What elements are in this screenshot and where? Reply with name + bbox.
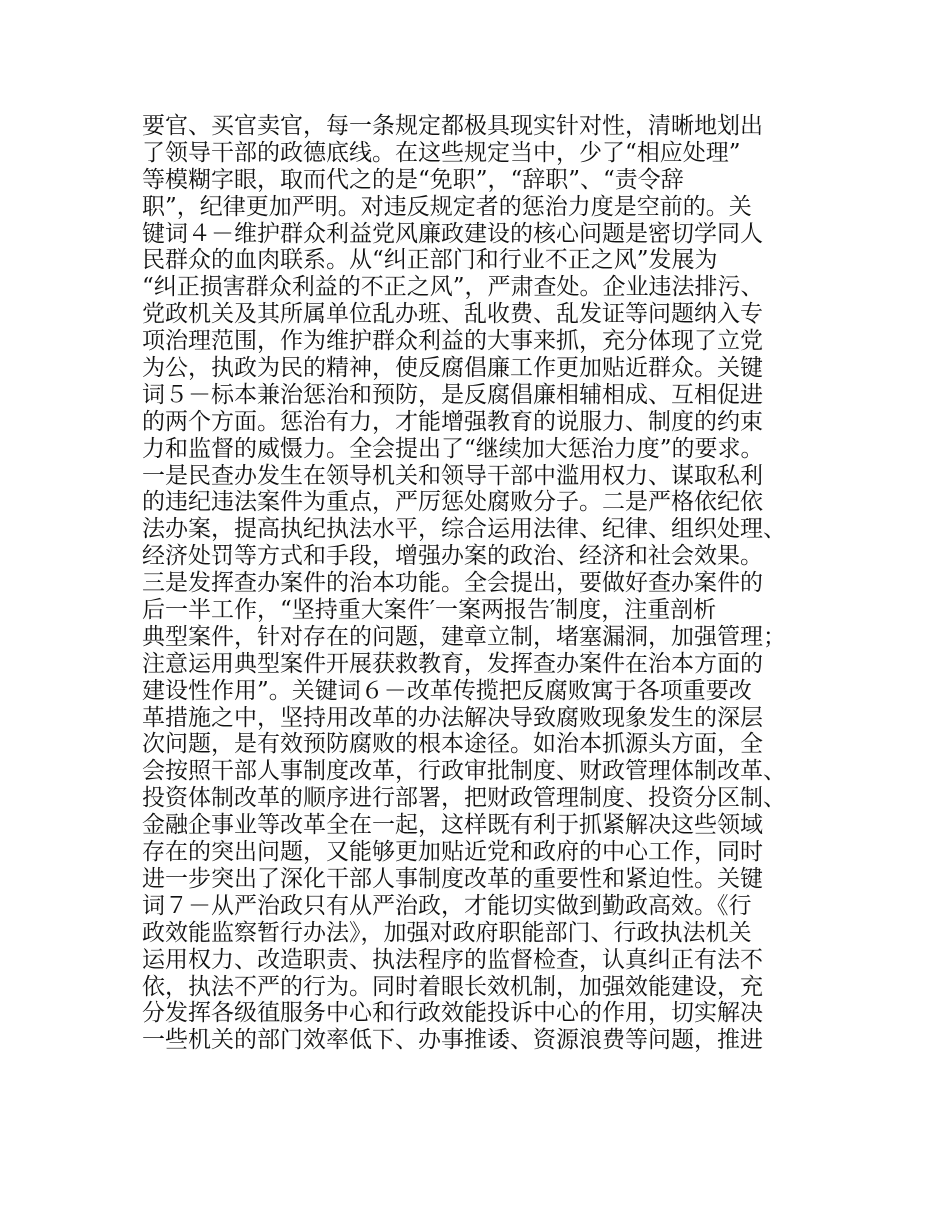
text-line: 为公，执政为民的精神，使反腐倡廉工作更加贴近群众。关键 (142, 355, 763, 382)
text-line: 的两个方面。惩治有力，才能增强教育的说服力、制度的约束 (142, 408, 763, 435)
text-line: 经济处罚等方式和手段，增强办案的政治、经济和社会效果。 (142, 543, 763, 570)
text-line: 金融企事业等改革全在一起，这样既有利于抓紧解决这些领域 (142, 812, 763, 839)
text-line: 词７－从严治政只有从严治政，才能切实做到勤政高效。《行 (142, 892, 752, 919)
text-line: 一是民查办发生在领导机关和领导干部中滥用权力、谋取私利 (142, 462, 763, 489)
text-line: 一些机关的部门效率低下、办事推诿、资源浪费等问题，推进 (142, 1027, 763, 1054)
text-line: 运用权力、改造职责、执法程序的监督检查，认真纠正有法不 (142, 946, 763, 973)
text-line: 三是发挥查办案件的治本功能。全会提出，要做好查办案件的 (142, 570, 763, 597)
text-line: 等模糊字眼，取而代之的是“免职”，“辞职”、“责令辞 (142, 166, 684, 193)
text-line: 政效能监察暂行办法》，加强对政府职能部门、行政执法机关 (142, 919, 752, 946)
text-line: 要官、买官卖官，每一条规定都极具现实针对性，清晰地划出 (142, 113, 763, 139)
text-line: 进一步突出了深化干部人事制度改革的重要性和紧迫性。关键 (142, 865, 763, 892)
body-text (142, 113, 842, 1054)
text-line: 词５－标本兼治惩治和预防，是反腐倡廉相辅相成、互相促进 (142, 381, 763, 408)
text-line: 存在的突出问题，又能够更加贴近党和政府的中心工作，同时 (142, 839, 763, 866)
text-line: 的违纪违法案件为重点，严厉惩处腐败分子。二是严格依纪依 (142, 489, 763, 516)
text-line: 了领导干部的政德底线。在这些规定当中，少了“相应处理” (142, 139, 741, 166)
text-line: 依，执法不严的行为。同时着眼长效机制，加强效能建设，充 (142, 973, 763, 1000)
text-line: 力和监督的威慑力。全会提出了“继续加大惩治力度”的要求。 (142, 435, 764, 462)
text-line: 建设性作用”。关键词６－改革传揽把反腐败寓于各项重要改 (142, 677, 752, 704)
text-line: 革措施之中，坚持用改革的办法解决导致腐败现象发生的深层 (142, 704, 763, 731)
text-line: 后一半工作，“坚持重大案件′一案两报告′制度，注重剖析 (142, 597, 717, 624)
text-line: “纠正损害群众利益的不正之风”，严肃查处。企业违法排污、 (142, 274, 764, 301)
text-line: 职”，纪律更加严明。对违反规定者的惩治力度是空前的。关 (142, 193, 752, 220)
text-line: 项治理范围，作为维护群众利益的大事来抓，充分体现了立党 (142, 328, 763, 355)
text-line: 典型案件，针对存在的问题，建章立制，堵塞漏洞，加强管理； (142, 623, 786, 650)
text-line: 注意运用典型案件开展获救教育，发挥查办案件在治本方面的 (142, 650, 763, 677)
text-line: 民群众的血肉联系。从“纠正部门和行业不正之风”发展为 (142, 247, 718, 274)
text-line: 法办案，提高执纪执法水平，综合运用法律、纪律、组织处理、 (142, 516, 786, 543)
text-line: 键词４－维护群众利益党风廉政建设的核心问题是密切学同人 (142, 220, 763, 247)
text-line: 投资体制改革的顺序进行部署，把财政管理制度、投资分区制、 (142, 785, 786, 812)
text-line: 党政机关及其所属单位乱办班、乱收费、乱发证等问题纳入专 (142, 301, 763, 328)
text-line: 分发挥各级徝服务中心和行政效能投诉中心的作用，切实解决 (142, 1000, 763, 1027)
text-line: 会按照干部人事制度改革，行政审批制度、财政管理体制改革、 (142, 758, 786, 785)
text-line: 次问题，是有效预防腐败的根本途径。如治本抓源头方面，全 (142, 731, 763, 758)
